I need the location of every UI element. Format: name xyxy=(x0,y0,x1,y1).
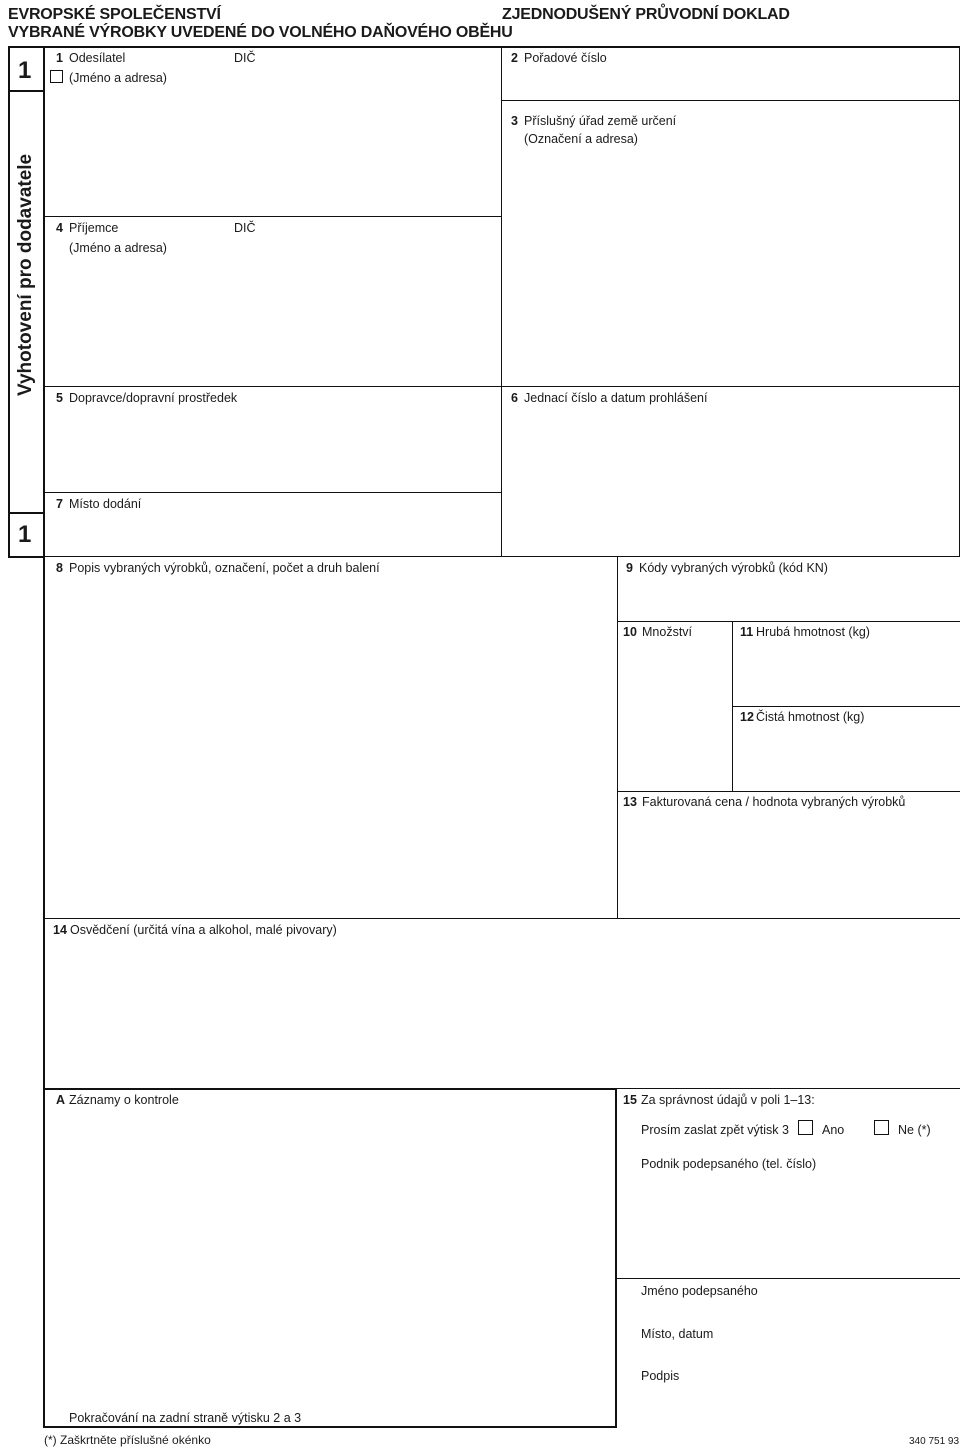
line-under-box-7 xyxy=(44,556,960,557)
box-15-top xyxy=(617,1088,960,1089)
box-6-label: 6 Jednací číslo a datum prohlášení xyxy=(511,391,708,405)
divider-mid xyxy=(501,46,502,557)
line-under-box-1 xyxy=(44,216,501,217)
copy-number-bottom: 1 xyxy=(18,521,32,548)
line-under-box-9 xyxy=(617,621,960,622)
box-7-label: 7 Místo dodání xyxy=(56,497,142,511)
no-label: Ne (*) xyxy=(898,1123,931,1137)
company-label: Podnik podepsaného (tel. číslo) xyxy=(641,1157,817,1171)
divider-8-9 xyxy=(617,556,618,918)
box-8-label: 8 Popis vybraných výrobků, označení, počet a druh balení xyxy=(56,561,380,575)
copy-number-top: 1 xyxy=(18,57,32,84)
box-4-vat: DIČ xyxy=(234,221,256,235)
footer-note: (*) Zaškrtněte příslušné okénko xyxy=(44,1433,211,1447)
signature-label: Podpis xyxy=(641,1369,680,1383)
box-12-label: 12 Čistá hmotnost (kg) xyxy=(740,710,865,724)
return-request-text: Prosím zaslat zpět výtisk 3 xyxy=(641,1123,789,1137)
side-left-border xyxy=(8,46,10,557)
line-under-box-13 xyxy=(44,918,960,919)
box-1-checkbox[interactable] xyxy=(50,70,63,83)
box-a-right xyxy=(615,1088,617,1428)
line-under-box-11 xyxy=(732,706,960,707)
box-9-label: 9 Kódy vybraných výrobků (kód KN) xyxy=(626,561,828,575)
box-15-label: 15 Za správnost údajů v poli 1–13: xyxy=(623,1093,815,1107)
box-1-sub: (Jméno a adresa) xyxy=(69,71,167,85)
box-4-sub: (Jméno a adresa) xyxy=(69,241,167,255)
box-a-continue: Pokračování na zadní straně výtisku 2 a 3 xyxy=(69,1411,302,1425)
side-divider-top xyxy=(8,90,44,92)
box-14-label: 14 Osvědčení (určitá vína a alkohol, malé pivovary) xyxy=(53,923,337,937)
line-under-box-2 xyxy=(501,100,960,101)
line-under-box-4-3 xyxy=(44,386,960,387)
line-under-box-5 xyxy=(44,492,501,493)
copy-label: Vyhotovení pro dodavatele xyxy=(15,153,36,396)
box-10-label: 10 Množství xyxy=(623,625,693,639)
box-11-label: 11 Hrubá hmotnost (kg) xyxy=(740,625,870,639)
box-3-sub: (Označení a adresa) xyxy=(524,132,638,146)
side-divider-bottom xyxy=(8,512,44,514)
form-code: 340 751 93 xyxy=(909,1436,960,1447)
side-right-border xyxy=(43,46,45,1426)
box-4-label: 4 Příjemce xyxy=(56,221,119,235)
box-a-bottom xyxy=(43,1426,617,1428)
yes-checkbox[interactable] xyxy=(798,1120,813,1135)
yes-label: Ano xyxy=(822,1123,845,1137)
box-1-label: 1 Odesílatel xyxy=(56,51,126,65)
no-checkbox[interactable] xyxy=(874,1120,889,1135)
line-above-name xyxy=(617,1278,960,1279)
document-title: ZJEDNODUŠENÝ PRŮVODNÍ DOKLAD xyxy=(502,6,790,23)
title-line-1: EVROPSKÉ SPOLEČENSTVÍ xyxy=(8,6,221,23)
box-3-label: 3 Příslušný úřad země určení xyxy=(511,114,677,128)
box-a-label: A Záznamy o kontrole xyxy=(56,1093,179,1107)
top-border xyxy=(8,46,960,48)
box-2-label: 2 Pořadové číslo xyxy=(511,51,607,65)
box-a-top xyxy=(43,1088,617,1090)
box-5-label: 5 Dopravce/dopravní prostředek xyxy=(56,391,238,405)
line-under-box-12 xyxy=(617,791,960,792)
place-date-label: Místo, datum xyxy=(641,1327,714,1341)
title-line-2: VYBRANÉ VÝROBKY UVEDENÉ DO VOLNÉHO DAŇOVÉHO OBĚHU xyxy=(8,24,513,41)
box-1-vat: DIČ xyxy=(234,51,256,65)
signer-name-label: Jméno podepsaného xyxy=(641,1284,758,1298)
side-bottom-border xyxy=(8,556,45,558)
box-13-label: 13 Fakturovaná cena / hodnota vybraných výrobků xyxy=(623,795,906,809)
